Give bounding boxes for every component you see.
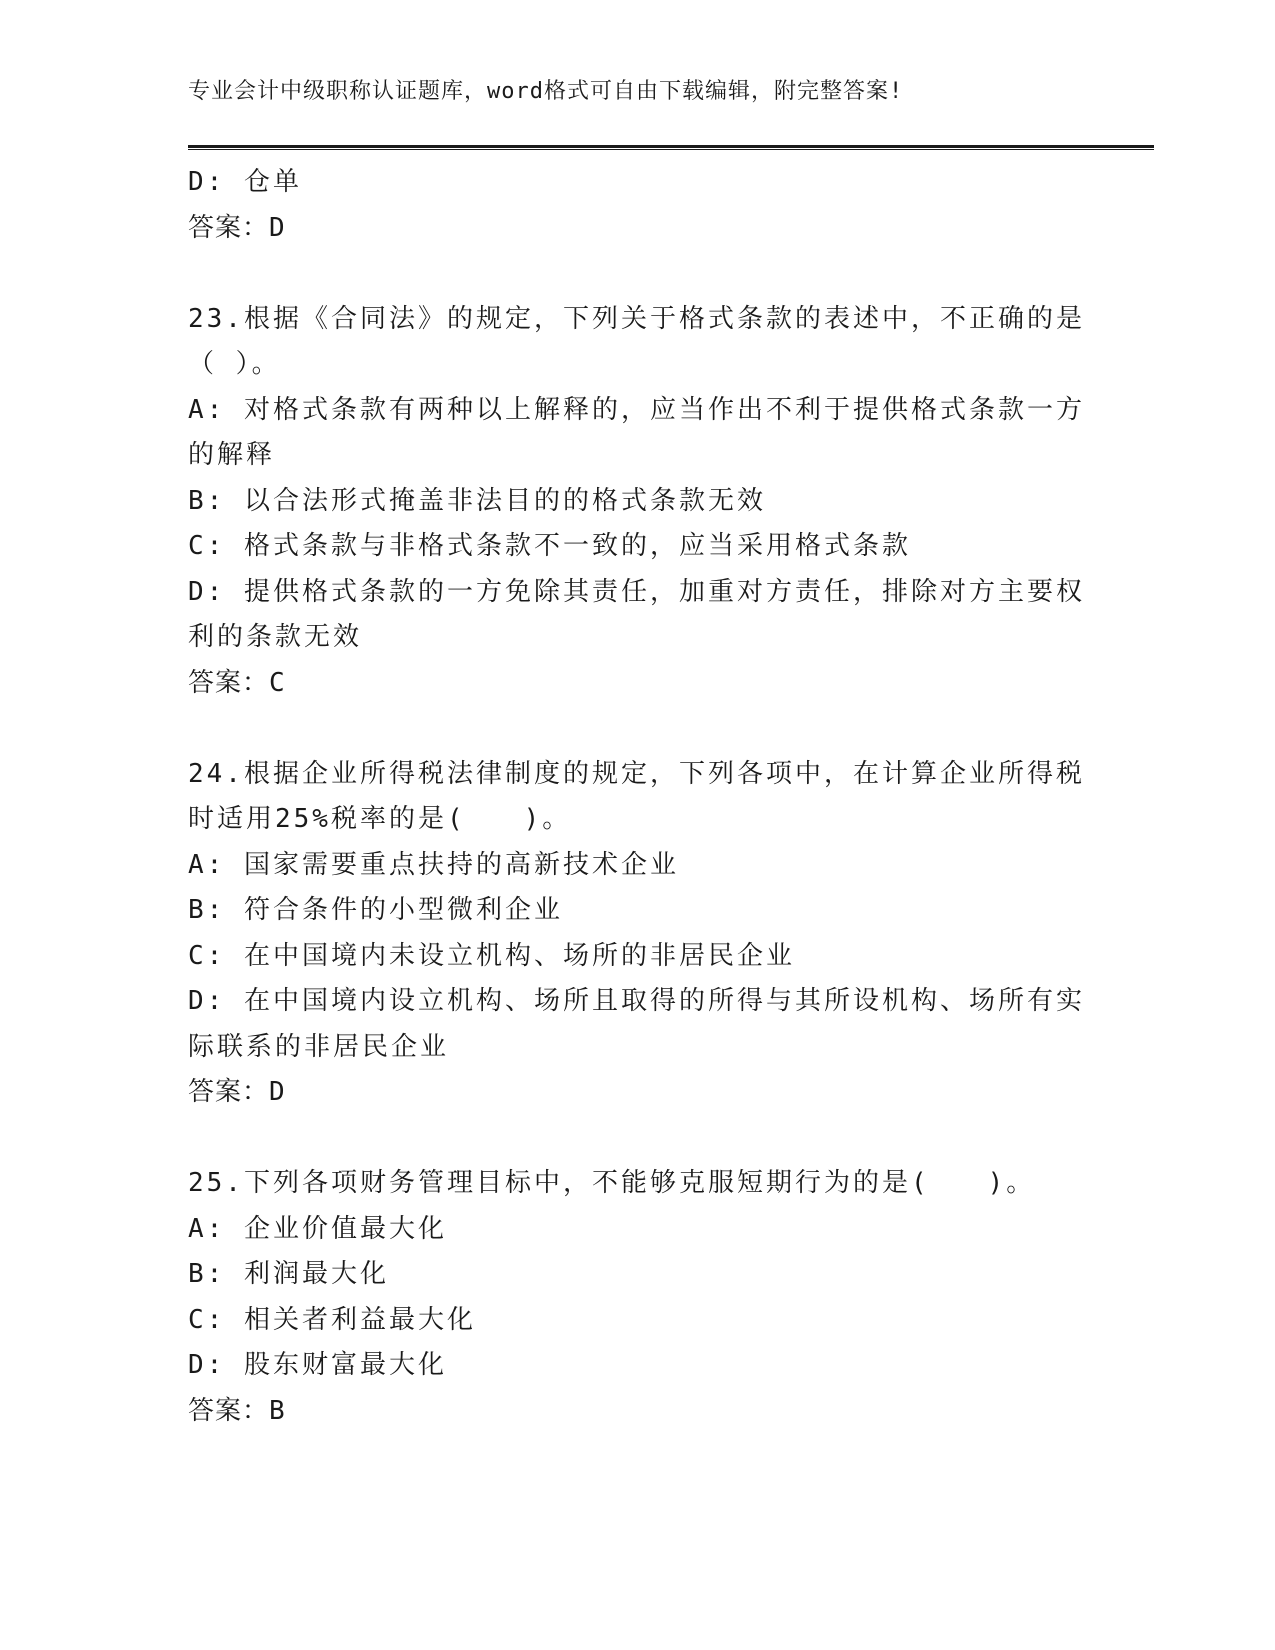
answer-line: 答案：D: [188, 212, 286, 243]
option-b: B: 符合条件的小型微利企业: [188, 895, 563, 925]
option-a: 的解释: [188, 440, 276, 470]
option-a: A: 对格式条款有两种以上解释的，应当作出不利于提供格式条款一方: [188, 394, 1085, 425]
answer-line: 答案：D: [188, 1077, 286, 1107]
spacer: [188, 1116, 1088, 1162]
option-b: B: 利润最大化: [188, 1259, 389, 1289]
option-c: C: 在中国境内未设立机构、场所的非居民企业: [188, 940, 795, 971]
question-block-23: [188, 297, 1088, 707]
question-stem: （ ）。: [188, 349, 281, 379]
question-stem: 时适用25%税率的是( )。: [188, 804, 572, 834]
page-header: 专业会计中级职称认证题库，word格式可自由下载编辑，附完整答案!: [188, 79, 904, 104]
option-a: A: 企业价值最大化: [188, 1213, 447, 1244]
spacer: [188, 251, 1088, 297]
option-d: D: 股东财富最大化: [188, 1350, 447, 1380]
header-divider: [188, 145, 1154, 150]
answer-line: 答案：B: [188, 1395, 286, 1426]
page-content: [188, 160, 1088, 1434]
spacer: [188, 706, 1088, 752]
question-block-25: [188, 1161, 1088, 1434]
question-block-24: [188, 752, 1088, 1116]
option-c: C: 格式条款与非格式条款不一致的，应当采用格式条款: [188, 531, 911, 561]
question-stem: 23.根据《合同法》的规定，下列关于格式条款的表述中，不正确的是: [188, 303, 1085, 334]
question-stem: 25.下列各项财务管理目标中，不能够克服短期行为的是( )。: [188, 1168, 1036, 1198]
answer-line: 答案：C: [188, 667, 286, 698]
option-d: 利的条款无效: [188, 622, 363, 652]
option-c: C: 相关者利益最大化: [188, 1304, 476, 1335]
question-stem: 24.根据企业所得税法律制度的规定，下列各项中，在计算企业所得税: [188, 758, 1085, 789]
option-d: D: 仓单: [188, 167, 302, 197]
option-d: 际联系的非居民企业: [188, 1031, 450, 1062]
option-a: A: 国家需要重点扶持的高新技术企业: [188, 849, 679, 880]
option-b: B: 以合法形式掩盖非法目的的格式条款无效: [188, 485, 766, 516]
option-d: D: 提供格式条款的一方免除其责任，加重对方责任，排除对方主要权: [188, 576, 1085, 607]
option-d: D: 在中国境内设立机构、场所且取得的所得与其所设机构、场所有实: [188, 986, 1085, 1016]
